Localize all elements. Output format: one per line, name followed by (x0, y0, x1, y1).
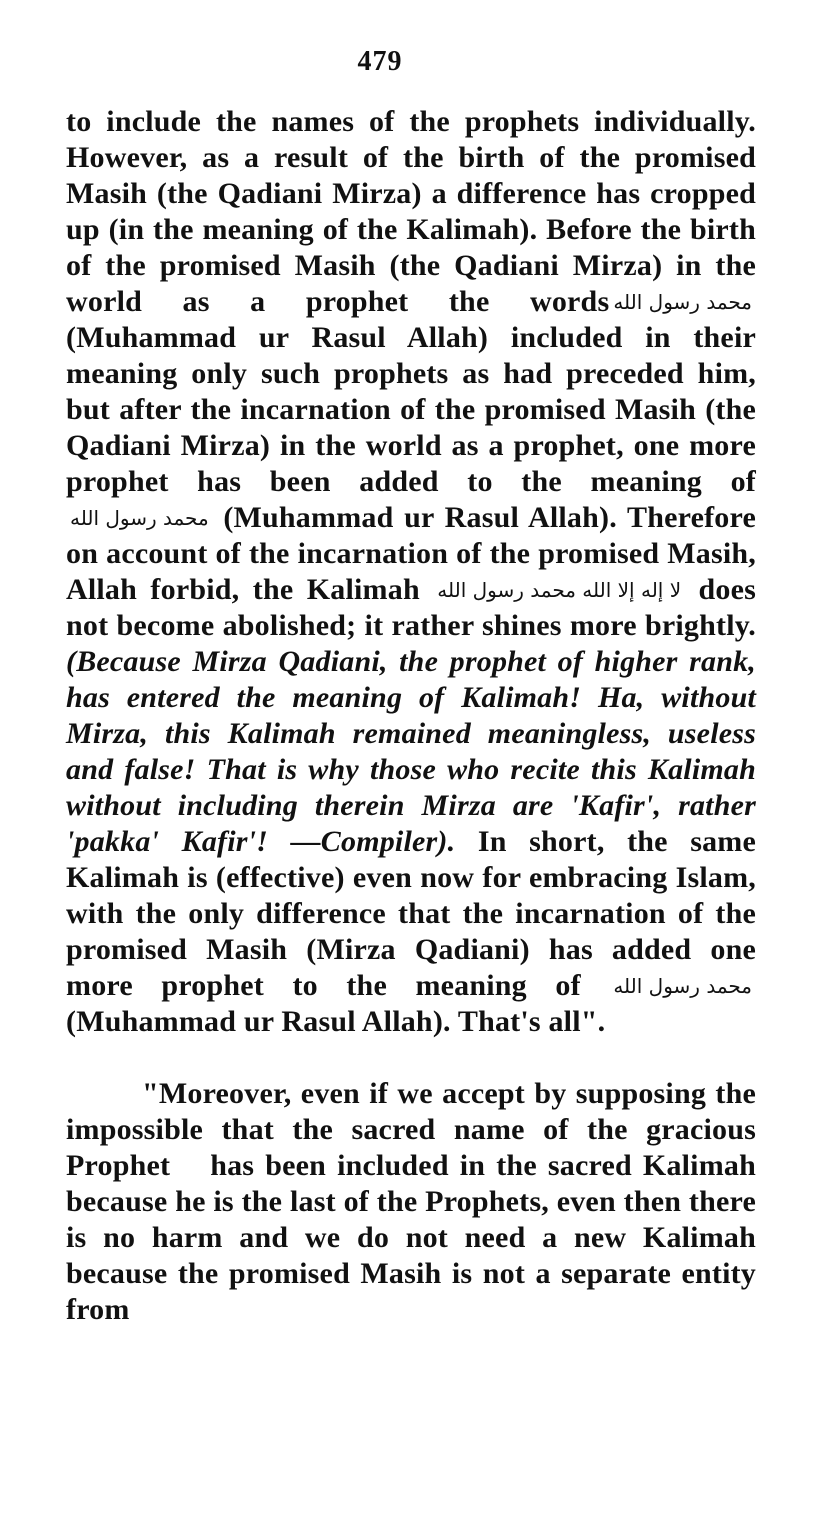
paragraph-1-text-5: In short, the same Kalimah is (effective) even now for embracing Islam, with the only difference that the incarnation of the promised Masih (Mirza Qadiani) has added one more prophet to the meaning of (66, 825, 757, 1002)
arabic-phrase-2: محمد رسول الله (70, 506, 209, 530)
paragraph-1-text-6: (Muhammad ur Rasul Allah). That's all". (66, 1005, 606, 1038)
compiler-note: (Because Mirza Qadiani, the prophet of higher rank, has entered the meaning of Kalimah! Ha, without Mirza, this Kalimah remained meaningless, useless and false! That is why those who recite this Kalimah without including therein Mirza are 'Kafir', rather 'pakka' Kafir'! —Compiler). (66, 645, 756, 858)
paragraph-1 (66, 104, 756, 1040)
paragraph-1-text-3: (Muhammad ur Rasul Allah). Therefore on account of the incarnation of the promised Masih, Allah forbid, the Kalimah (66, 501, 756, 606)
paragraph-2-text-2: has been included in the sacred Kalimah because he is the last of the Prophets, even then there is no harm and we do not need a new Kalimah because the promised Masih is not a separate entity from (66, 1149, 756, 1326)
paragraph-1-text-1: to include the names of the prophets individually. However, as a result of the birth of the promised Masih (the Qadiani Mirza) a difference has cropped up (in the meaning of the Kalimah). Before the birth of the promised Masih (the Qadiani Mirza) in the world as a prophet the words (66, 105, 756, 318)
paragraph-1-text-2: (Muhammad ur Rasul Allah) included in their meaning only such prophets as had preceded him, but after the incarnation of the promised Masih (the Qadiani Mirza) in the world as a prophet, one more prophet has been added to the meaning of (66, 321, 756, 498)
paragraph-2-text-1: "Moreover, even if we accept by supposing the impossible that the sacred name of the gracious Prophet (66, 1077, 756, 1182)
paragraph-2 (66, 1076, 756, 1328)
arabic-phrase-1: محمد رسول الله (613, 290, 752, 314)
body-text (66, 104, 756, 1328)
page-number: 479 (357, 46, 403, 77)
arabic-kalimah: لا إله إلا الله محمد رسول الله (437, 578, 682, 602)
arabic-phrase-3: محمد رسول الله (613, 974, 752, 998)
paragraph-1-text-4: does not become abolished; it rather shines more brightly. (66, 573, 757, 642)
